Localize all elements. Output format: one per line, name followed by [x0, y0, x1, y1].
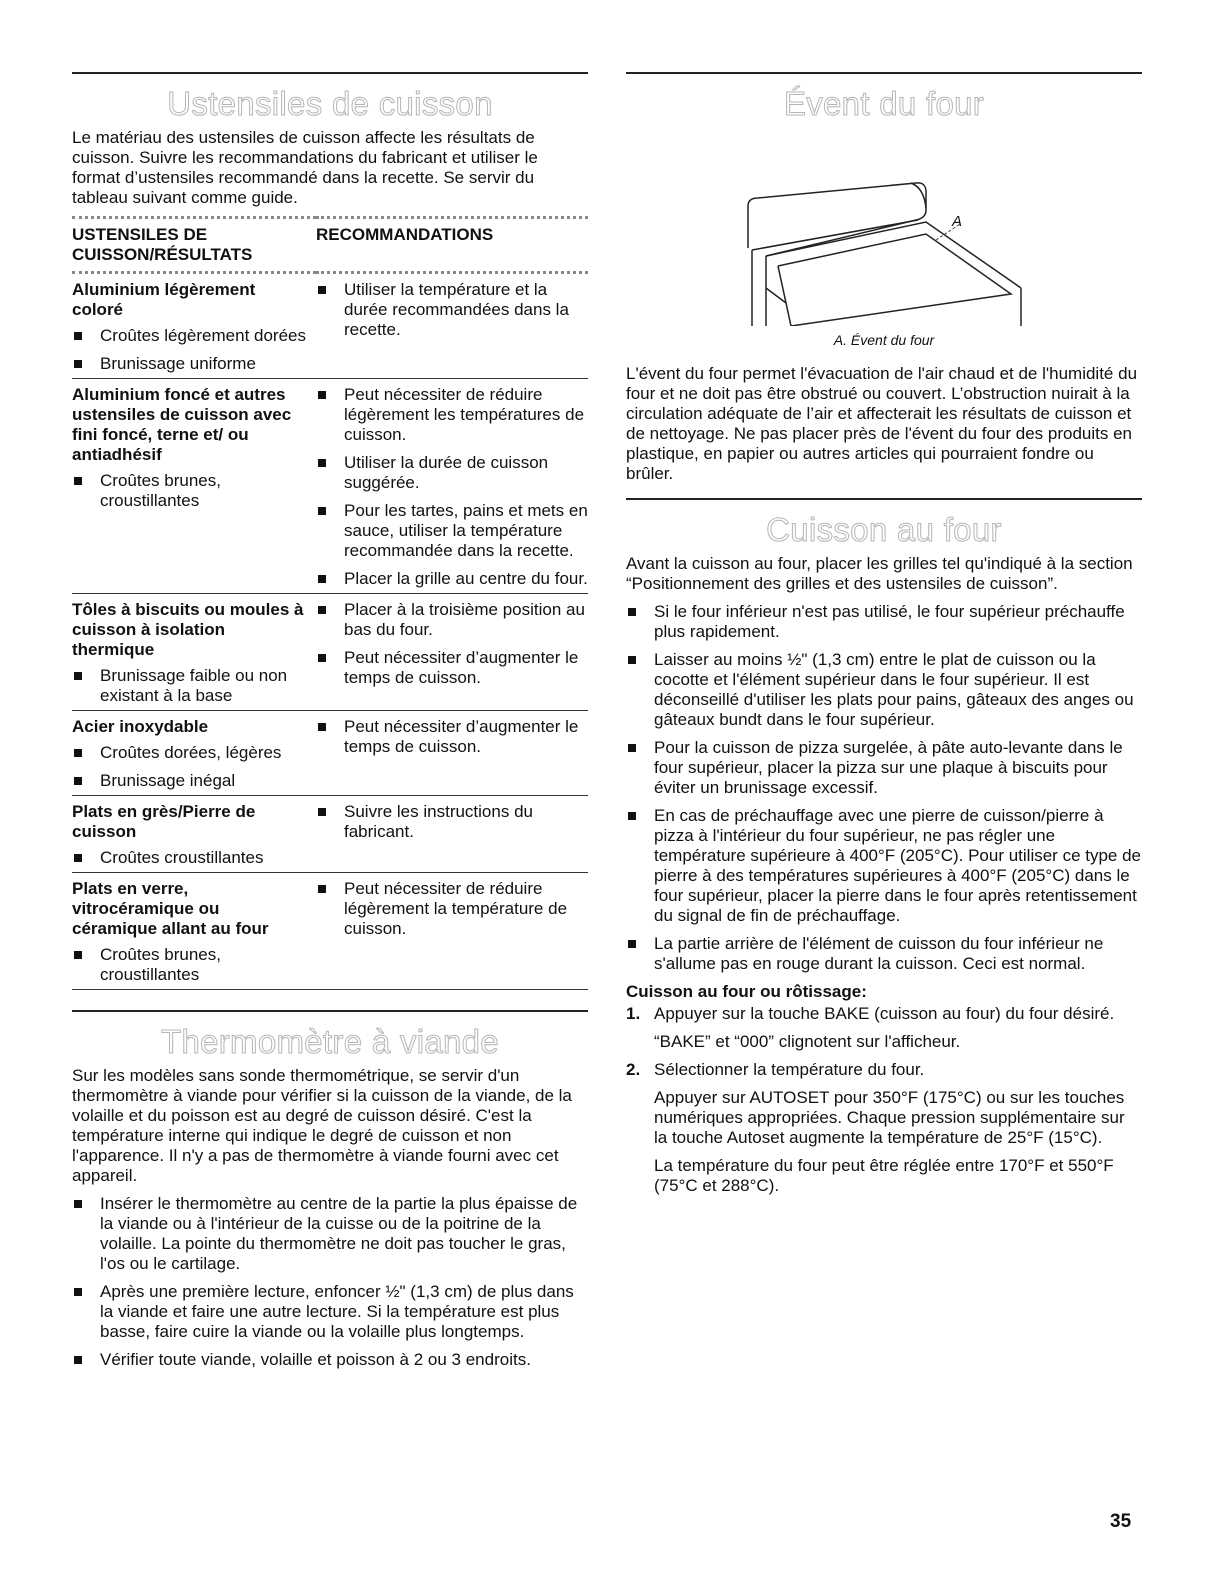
- list-item: Si le four inférieur n'est pas utilisé, le four supérieur préchauffe plus rapidement.: [626, 602, 1142, 642]
- cookware-name: Plats en grès/Pierre de cuisson: [72, 802, 256, 841]
- cookware-name: Aluminium foncé et autres ustensiles de cuisson avec fini foncé, terne et/ ou antiadhésif: [72, 385, 292, 464]
- table-row: [72, 594, 588, 711]
- step-number: 1.: [626, 1004, 641, 1023]
- result-item: Croûtes dorées, légères: [72, 743, 308, 763]
- result-item: Brunissage uniforme: [72, 354, 308, 374]
- table-row: [72, 273, 588, 379]
- right-column: [626, 72, 1142, 1204]
- step-text: Sélectionner la température du four.: [654, 1060, 925, 1079]
- result-item: Brunissage faible ou non existant à la base: [72, 666, 308, 706]
- result-item: Brunissage inégal: [72, 771, 308, 791]
- list-item: Pour la cuisson de pizza surgelée, à pâte auto-levante dans le four supérieur, placer la pizza sur une plaque à biscuits pour éviter un brunissage excessif.: [626, 738, 1142, 798]
- meat-thermometer-intro: Sur les modèles sans sonde thermométrique, se servir d'un thermomètre à viande pour vérifier si la cuisson de la viande, de la volaille et du poisson est au degré de cuisson désiré. C'est la température interne qui indique le degré de cuisson et non l'apparence. Il n'y a pas de thermomètre à viande fourni avec cet appareil.: [72, 1066, 572, 1185]
- recommendation-item: Peut nécessiter d’augmenter le temps de cuisson.: [316, 717, 588, 757]
- recommendation-item: Placer à la troisième position au bas du four.: [316, 600, 588, 640]
- step-detail: Appuyer sur AUTOSET pour 350°F (175°C) ou sur les touches numériques appropriées. Chaque pression supplémentaire sur la touche Autoset augmente la température de 25°F (15°C).: [654, 1088, 1125, 1147]
- result-item: Croûtes légèrement dorées: [72, 326, 308, 346]
- baking-title: Cuisson au four: [766, 511, 1002, 548]
- list-item: Laisser au moins ½" (1,3 cm) entre le plat de cuisson ou la cocotte et l'élément supérieur dans le four supérieur. Il est déconseillé d'utiliser les plats pour pains, gâteaux des anges ou gâteaux bundt dans le four supérieur.: [626, 650, 1142, 730]
- recommendation-item: Placer la grille au centre du four.: [316, 569, 588, 589]
- list-item: Insérer le thermomètre au centre de la partie la plus épaisse de la viande ou à l'intérieur de la cuisse ou de la poitrine de la volaille. La pointe du thermomètre ne doit pas toucher le gras, l'os ou le cartilage.: [72, 1194, 588, 1274]
- cookware-name: Plats en verre, vitrocéramique ou céramique allant au four: [72, 879, 269, 938]
- table-row: [72, 796, 588, 873]
- result-item: Croûtes brunes, croustillantes: [72, 471, 308, 511]
- oven-vent-body: L'évent du four permet l'évacuation de l'air chaud et de l'humidité du four et ne doit pas être obstrué ou couvert. L’obstruction nuirait à la circulation adéquate de l’air et affecterait les résultats de cuisson et de nettoyage. Ne pas placer près de l'évent du four des produits en plastique, en papier ou autres articles qui pourraient fondre ou brûler.: [626, 364, 1138, 483]
- step-item: [626, 1004, 1142, 1052]
- section-rule: [626, 498, 1142, 500]
- step-detail: La température du four peut être réglée entre 170°F et 550°F (75°C et 288°C).: [654, 1156, 1114, 1195]
- left-column: [72, 72, 588, 1378]
- step-number: 2.: [626, 1060, 641, 1079]
- step-detail: “BAKE” et “000” clignotent sur l'afficheur.: [654, 1032, 961, 1051]
- recommendation-item: Pour les tartes, pains et mets en sauce, utiliser la température recommandée dans la recette.: [316, 501, 588, 561]
- list-item: Après une première lecture, enfoncer ½" (1,3 cm) de plus dans la viande et faire une autre lecture. Si la température est plus basse, faire cuire la viande ou la volaille plus longtemps.: [72, 1282, 588, 1342]
- figure-caption: A. Évent du four: [833, 332, 935, 348]
- table-row: [72, 873, 588, 990]
- bake-roast-heading: Cuisson au four ou rôtissage:: [626, 982, 867, 1001]
- oven-vent-illustration: [626, 128, 1142, 326]
- recommendation-item: Utiliser la température et la durée recommandées dans la recette.: [316, 280, 588, 340]
- cookware-name: Acier inoxydable: [72, 717, 209, 736]
- result-item: Croûtes brunes, croustillantes: [72, 945, 308, 985]
- recommendation-item: Peut nécessiter d’augmenter le temps de cuisson.: [316, 648, 588, 688]
- recommendation-item: Peut nécessiter de réduire légèrement les températures de cuisson.: [316, 385, 588, 445]
- result-item: Croûtes croustillantes: [72, 848, 308, 868]
- cookware-name: Aluminium légèrement coloré: [72, 280, 256, 319]
- list-item: La partie arrière de l'élément de cuisson du four inférieur ne s'allume pas en rouge durant la cuisson. Ceci est normal.: [626, 934, 1142, 974]
- table-header-recommendations: RECOMMANDATIONS: [316, 218, 588, 273]
- oven-vent-title: Évent du four: [783, 85, 985, 122]
- step-text: Appuyer sur la touche BAKE (cuisson au four) du four désiré.: [654, 1004, 1115, 1023]
- figure-label-a: A: [952, 213, 963, 230]
- recommendation-item: Suivre les instructions du fabricant.: [316, 802, 588, 842]
- cookware-intro: Le matériau des ustensiles de cuisson affecte les résultats de cuisson. Suivre les recommandations du fabricant et utiliser le format d’ustensiles recommandé dans la recette. Se servir du tableau suivant comme guide.: [72, 128, 538, 207]
- cookware-table: [72, 216, 588, 990]
- recommendation-item: Utiliser la durée de cuisson suggérée.: [316, 453, 588, 493]
- table-row: [72, 379, 588, 594]
- table-header-cookware: USTENSILES DE CUISSON/RÉSULTATS: [72, 218, 316, 273]
- section-rule: [72, 1010, 588, 1012]
- list-item: Vérifier toute viande, volaille et poisson à 2 ou 3 endroits.: [72, 1350, 588, 1370]
- section-rule: [72, 72, 588, 74]
- section-rule: [626, 72, 1142, 74]
- cookware-title: Ustensiles de cuisson: [167, 85, 493, 122]
- cookware-name: Tôles à biscuits ou moules à cuisson à isolation thermique: [72, 600, 304, 659]
- baking-intro: Avant la cuisson au four, placer les grilles tel qu'indiqué à la section “Positionnement des grilles et des ustensiles de cuisson”.: [626, 554, 1133, 593]
- oven-vent-drawing: [626, 128, 1142, 326]
- step-item: [626, 1060, 1142, 1196]
- recommendation-item: Peut nécessiter de réduire légèrement la température de cuisson.: [316, 879, 588, 939]
- table-row: [72, 711, 588, 796]
- meat-thermometer-title: Thermomètre à viande: [161, 1023, 499, 1060]
- list-item: En cas de préchauffage avec une pierre de cuisson/pierre à pizza à l'intérieur du four supérieur, ne pas régler une température supérieure à 400°F (205°C). Pour utiliser ce type de pierre à des températures supérieures à 400°F (205°C) dans le four supérieur, placer la pierre dans le four après retentissement du signal de fin de préchauffage.: [626, 806, 1142, 926]
- page-number: 35: [1110, 1511, 1132, 1532]
